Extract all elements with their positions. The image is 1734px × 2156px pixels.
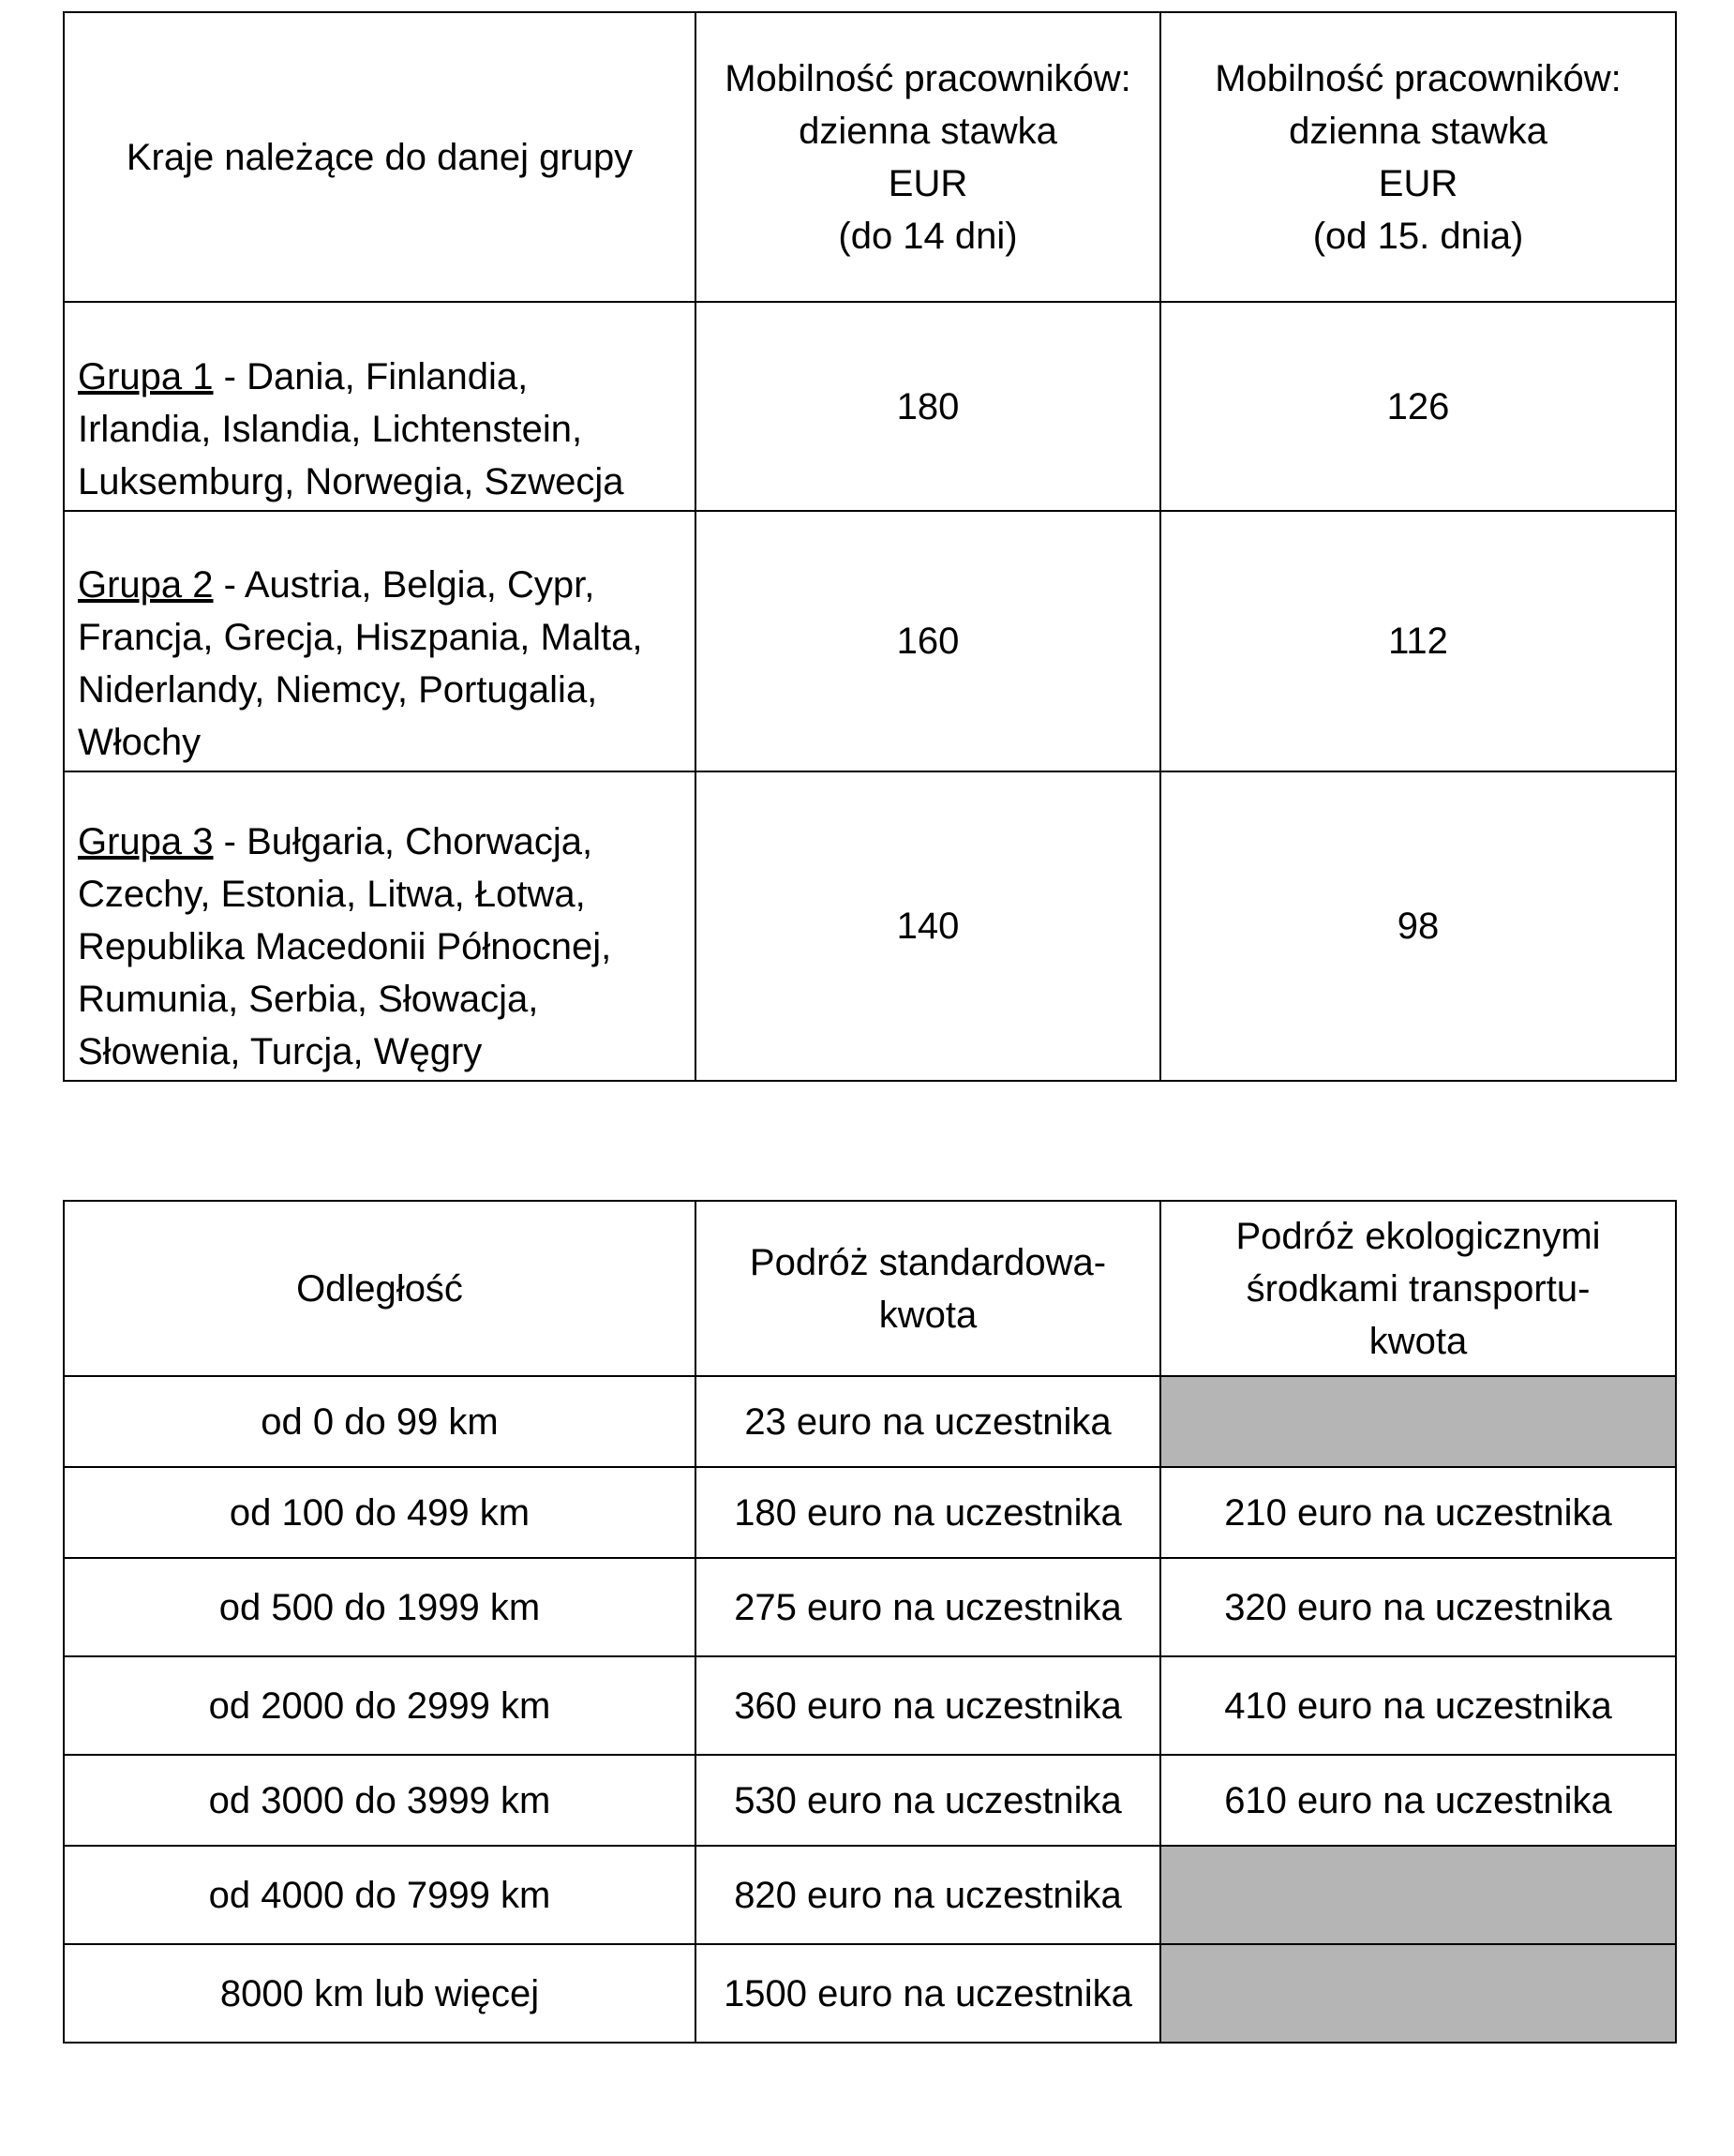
header-countries: Kraje należące do danej grupy: [64, 12, 695, 302]
standard-cell: 23 euro na uczestnika: [695, 1376, 1160, 1467]
table-row: [64, 1656, 1676, 1755]
distance-cell: od 0 do 99 km: [64, 1376, 695, 1467]
header-line: dzienna stawka: [1289, 110, 1547, 152]
standard-cell: 820 euro na uczestnika: [695, 1846, 1160, 1944]
countries-line: Irlandia, Islandia, Lichtenstein,: [78, 409, 583, 450]
daily-rate-table: [63, 11, 1677, 1082]
standard-cell: 180 euro na uczestnika: [695, 1467, 1160, 1558]
travel-cost-table: [63, 1200, 1677, 2044]
header-line: kwota: [878, 1294, 978, 1336]
countries-line: Włochy: [78, 722, 202, 763]
countries-line: - Bułgaria, Chorwacja,: [213, 821, 593, 862]
rate-14-cell: 160: [695, 511, 1160, 771]
table-row: [64, 1376, 1676, 1467]
rate-15-cell: 126: [1160, 302, 1676, 511]
group-name: Grupa 3: [78, 821, 214, 862]
table-row: [64, 1944, 1676, 2043]
distance-cell: od 500 do 1999 km: [64, 1558, 695, 1656]
countries-line: Francja, Grecja, Hiszpania, Malta,: [78, 617, 643, 658]
standard-cell: 530 euro na uczestnika: [695, 1755, 1160, 1846]
standard-cell: 360 euro na uczestnika: [695, 1656, 1160, 1755]
countries-line: Republika Macedonii Północnej,: [78, 926, 612, 967]
distance-cell: 8000 km lub więcej: [64, 1944, 695, 2043]
countries-line: Luksemburg, Norwegia, Szwecja: [78, 461, 624, 502]
eco-cell-empty: [1160, 1846, 1676, 1944]
header-line: dzienna stawka: [799, 110, 1057, 152]
standard-cell: 275 euro na uczestnika: [695, 1558, 1160, 1656]
rate-14-cell: 180: [695, 302, 1160, 511]
group-countries: [64, 771, 695, 1081]
header-rate-14: [695, 12, 1160, 302]
table-row: [64, 302, 1676, 511]
rate-14-cell: 140: [695, 771, 1160, 1081]
eco-cell: 410 euro na uczestnika: [1160, 1656, 1676, 1755]
eco-cell-empty: [1160, 1376, 1676, 1467]
header-standard: [695, 1201, 1160, 1376]
header-line: środkami transportu-: [1246, 1267, 1591, 1310]
header-eco: [1160, 1201, 1676, 1376]
distance-cell: od 3000 do 3999 km: [64, 1755, 695, 1846]
header-line: Podróż ekologicznymi: [1235, 1215, 1601, 1257]
countries-line: Niderlandy, Niemcy, Portugalia,: [78, 669, 598, 711]
group-countries: [64, 511, 695, 771]
header-line: EUR: [888, 162, 968, 204]
header-distance: Odległość: [64, 1201, 695, 1376]
countries-line: Słowenia, Turcja, Węgry: [78, 1031, 483, 1072]
eco-cell: 210 euro na uczestnika: [1160, 1467, 1676, 1558]
header-line: (do 14 dni): [838, 215, 1018, 257]
table-row: [64, 1846, 1676, 1944]
rate-15-cell: 112: [1160, 511, 1676, 771]
eco-cell: 320 euro na uczestnika: [1160, 1558, 1676, 1656]
standard-cell: 1500 euro na uczestnika: [695, 1944, 1160, 2043]
header-line: Mobilność pracowników:: [1215, 57, 1622, 99]
rate-15-cell: 98: [1160, 771, 1676, 1081]
table-header-row: [64, 1201, 1676, 1376]
table-row: [64, 1467, 1676, 1558]
distance-cell: od 100 do 499 km: [64, 1467, 695, 1558]
group-countries: [64, 302, 695, 511]
header-line: Podróż standardowa-: [749, 1241, 1107, 1283]
table-row: [64, 1558, 1676, 1656]
distance-cell: od 2000 do 2999 km: [64, 1656, 695, 1755]
countries-line: Czechy, Estonia, Litwa, Łotwa,: [78, 874, 586, 915]
countries-line: - Dania, Finlandia,: [213, 356, 529, 397]
table-row: [64, 1755, 1676, 1846]
header-rate-15: [1160, 12, 1676, 302]
header-line: kwota: [1368, 1320, 1468, 1362]
eco-cell: 610 euro na uczestnika: [1160, 1755, 1676, 1846]
table-header-row: [64, 12, 1676, 302]
header-line: (od 15. dnia): [1312, 215, 1524, 257]
group-name: Grupa 1: [78, 356, 214, 397]
countries-line: Rumunia, Serbia, Słowacja,: [78, 979, 539, 1020]
table-row: [64, 771, 1676, 1081]
eco-cell-empty: [1160, 1944, 1676, 2043]
distance-cell: od 4000 do 7999 km: [64, 1846, 695, 1944]
countries-line: - Austria, Belgia, Cypr,: [213, 564, 595, 606]
group-name: Grupa 2: [78, 564, 214, 606]
header-line: EUR: [1378, 162, 1458, 204]
table-row: [64, 511, 1676, 771]
header-line: Mobilność pracowników:: [725, 57, 1131, 99]
